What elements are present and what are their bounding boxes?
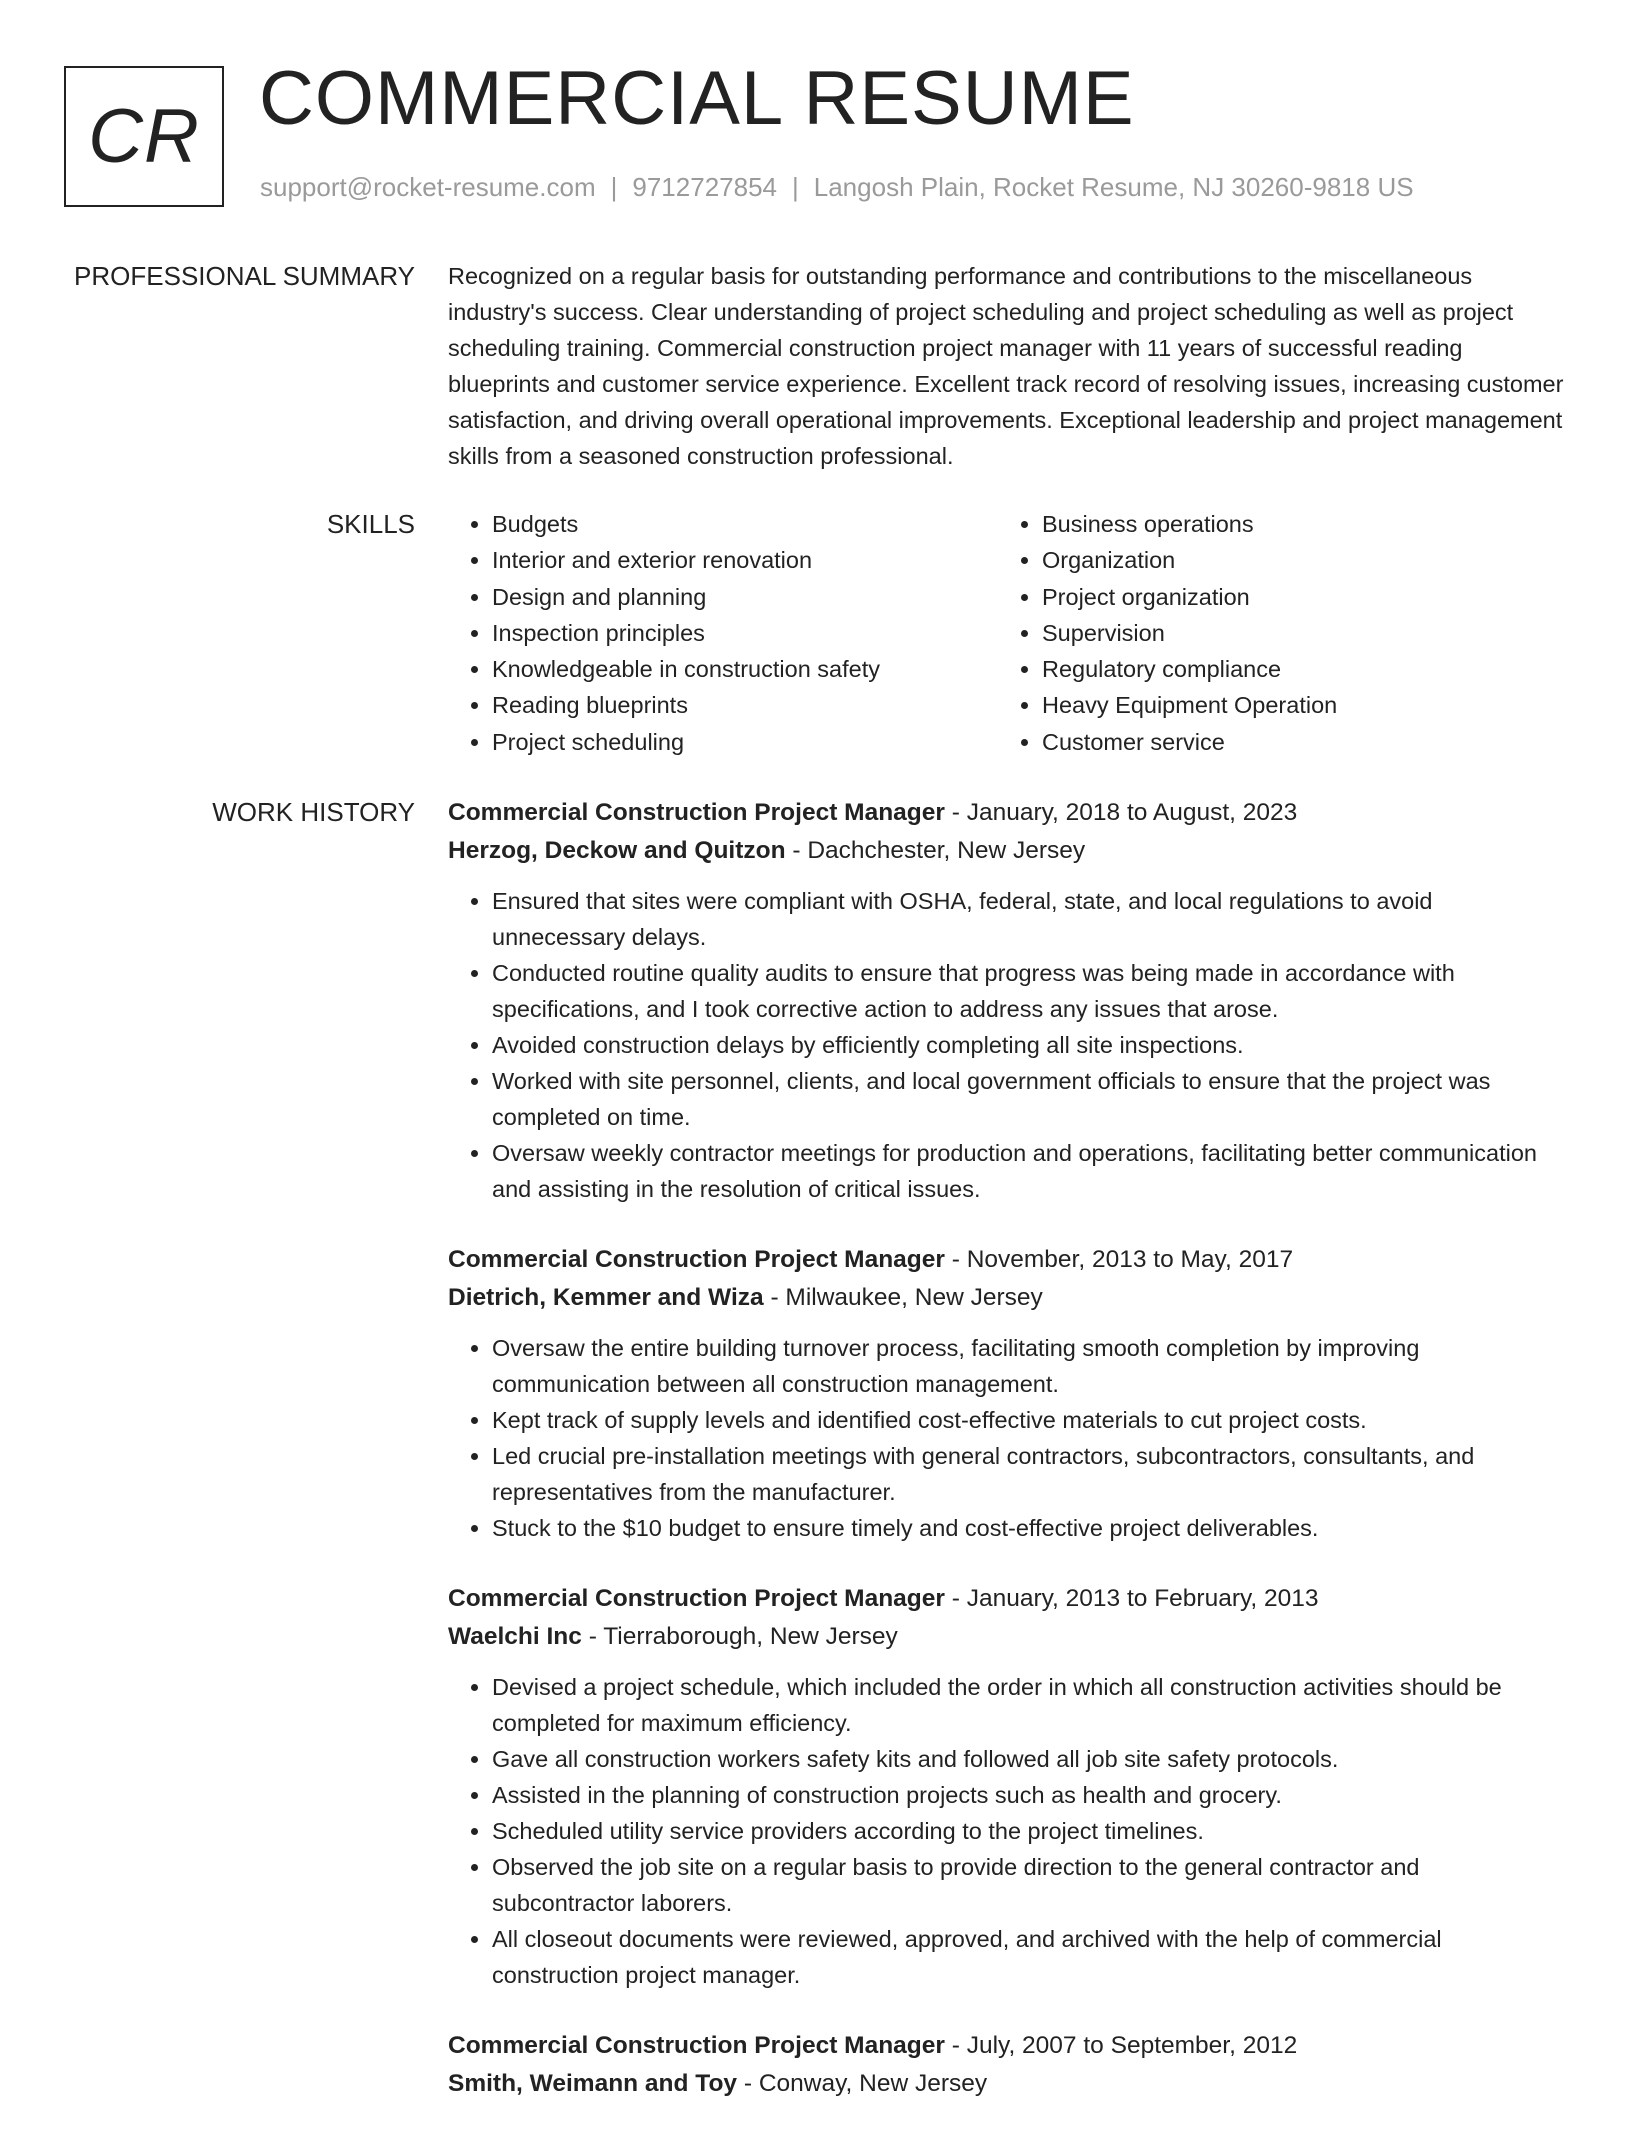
job-title: Commercial Construction Project Manager — [448, 1585, 945, 1612]
job-bullet: • Kept track of supply levels and identified cost-effective materials to cut project costs. — [492, 1402, 1568, 1438]
job-location: - Conway, New Jersey — [737, 2069, 988, 2097]
skills-list-left — [448, 506, 998, 760]
contact-separator: | — [610, 172, 618, 202]
job-dates: - January, 2018 to August, 2023 — [944, 799, 1298, 826]
job-title: Commercial Construction Project Manager — [448, 1246, 945, 1273]
job-title-line — [448, 1241, 1568, 1279]
skill-item: • Business operations — [1042, 506, 1337, 542]
job-location: - Tierraborough, New Jersey — [581, 1622, 898, 1650]
skill-item: • Budgets — [492, 506, 998, 542]
job-company: Waelchi Inc — [448, 1622, 582, 1650]
job-bullet: • Ensured that sites were compliant with OSHA, federal, state, and local regulations to avoid unnecessary delays. — [492, 883, 1568, 955]
job-bullet-list — [448, 1669, 1568, 1993]
job-bullet: • All closeout documents were reviewed, approved, and archived with the help of commercial construction project manager. — [492, 1921, 1568, 1993]
job-bullet: • Stuck to the $10 budget to ensure timely and cost-effective project deliverables. — [492, 1510, 1568, 1546]
contact-line — [260, 172, 1414, 203]
job-dates: - July, 2007 to September, 2012 — [944, 2032, 1298, 2059]
job-bullet-list — [448, 883, 1568, 1207]
skill-item: • Knowledgeable in construction safety — [492, 651, 998, 687]
job-entry — [448, 2027, 1568, 2102]
skill-item: • Design and planning — [492, 579, 998, 615]
contact-address: Langosh Plain, Rocket Resume, NJ 30260-9818 US — [813, 172, 1414, 202]
job-bullet: • Conducted routine quality audits to ensure that progress was being made in accordance with specifications, and I took corrective action to address any issues that arose. — [492, 955, 1568, 1027]
skills-heading: SKILLS — [326, 509, 415, 539]
job-bullet: • Oversaw the entire building turnover process, facilitating smooth completion by improving communication between all construction management. — [492, 1330, 1568, 1402]
job-bullet: • Scheduled utility service providers according to the project timelines. — [492, 1813, 1568, 1849]
job-bullet: • Assisted in the planning of construction projects such as health and grocery. — [492, 1777, 1568, 1813]
monogram-text: CR — [88, 94, 200, 179]
job-bullet-list — [448, 1330, 1568, 1546]
job-company-line — [448, 832, 1568, 870]
job-location: - Dachchester, New Jersey — [785, 836, 1086, 864]
job-title: Commercial Construction Project Manager — [448, 2032, 945, 2059]
job-bullet: • Led crucial pre-installation meetings with general contractors, subcontractors, consultants, and representatives from the manufacturer. — [492, 1438, 1568, 1510]
job-bullet: • Worked with site personnel, clients, and local government officials to ensure that the project was completed on time. — [492, 1063, 1568, 1135]
job-bullet: • Oversaw weekly contractor meetings for production and operations, facilitating better communication and assisting in the resolution of critical issues. — [492, 1135, 1568, 1207]
skills-list-right — [998, 506, 1337, 760]
skill-item: • Inspection principles — [492, 615, 998, 651]
job-company: Smith, Weimann and Toy — [448, 2069, 738, 2097]
job-title-line — [448, 2027, 1568, 2065]
skill-item: • Project scheduling — [492, 724, 998, 760]
job-bullet: • Gave all construction workers safety kits and followed all job site safety protocols. — [492, 1741, 1568, 1777]
job-title-line — [448, 1580, 1568, 1618]
resume-title: COMMERCIAL RESUME — [259, 56, 1135, 141]
skill-item: • Reading blueprints — [492, 687, 998, 723]
job-dates: - November, 2013 to May, 2017 — [944, 1246, 1294, 1273]
job-bullet: • Devised a project schedule, which included the order in which all construction activities should be completed for maximum efficiency. — [492, 1669, 1568, 1741]
work-history-heading: WORK HISTORY — [212, 797, 415, 827]
job-company: Dietrich, Kemmer and Wiza — [448, 1283, 764, 1311]
skill-item: • Interior and exterior renovation — [492, 542, 998, 578]
job-entry — [448, 794, 1568, 1207]
skill-item: • Supervision — [1042, 615, 1337, 651]
contact-phone[interactable]: 9712727854 — [632, 172, 777, 202]
monogram-logo — [64, 66, 224, 207]
contact-email[interactable]: support@rocket-resume.com — [260, 172, 596, 202]
job-entry — [448, 1241, 1568, 1546]
job-location: - Milwaukee, New Jersey — [763, 1283, 1043, 1311]
skill-item: • Project organization — [1042, 579, 1337, 615]
summary-heading: PROFESSIONAL SUMMARY — [74, 261, 415, 291]
skill-item: • Customer service — [1042, 724, 1337, 760]
job-company: Herzog, Deckow and Quitzon — [448, 836, 786, 864]
job-dates: - January, 2013 to February, 2013 — [944, 1585, 1319, 1612]
job-company-line — [448, 1618, 1568, 1656]
job-bullet: • Observed the job site on a regular basis to provide direction to the general contractor and subcontractor laborers. — [492, 1849, 1568, 1921]
job-list — [448, 794, 1568, 2136]
job-company-line — [448, 2065, 1568, 2103]
skill-item: • Organization — [1042, 542, 1337, 578]
skill-item: • Heavy Equipment Operation — [1042, 687, 1337, 723]
skill-item: • Regulatory compliance — [1042, 651, 1337, 687]
job-bullet: • Avoided construction delays by efficiently completing all site inspections. — [492, 1027, 1568, 1063]
summary-text: Recognized on a regular basis for outstanding performance and contributions to the miscellaneous industry's success. Clear understanding of project scheduling and project scheduling as well as project scheduling training. Commercial construction project manager with 11 years of successful reading blueprints and customer service experience. Excellent track record of resolving issues, increasing customer satisfaction, and driving overall operational improvements. Exceptional leadership and project management skills from a seasoned construction professional. — [448, 263, 1564, 469]
job-company-line — [448, 1279, 1568, 1317]
job-title: Commercial Construction Project Manager — [448, 799, 945, 826]
job-title-line — [448, 794, 1568, 832]
job-entry — [448, 1580, 1568, 1993]
contact-separator: | — [792, 172, 799, 202]
